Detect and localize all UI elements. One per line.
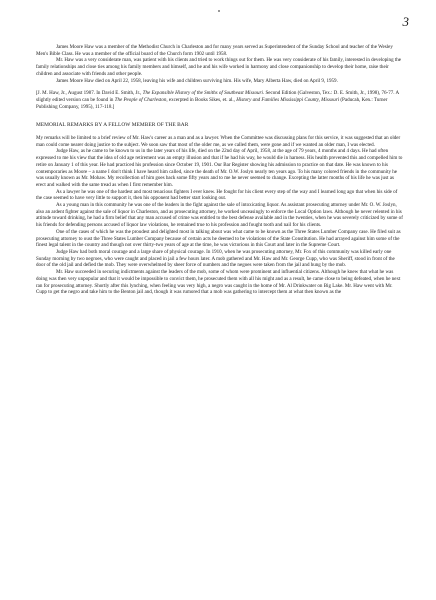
scan-speck <box>218 10 220 12</box>
intro-paragraph: Mr. Haw was a very considerate man, was patient with his clients and tried to work things out for them. He was very considerate of his family, interested in developing the family relationships and close ties among his family members and himself, and he and his wife worked in harmony and close companionship to develop their home, raise their children and associate with friends and other people. <box>36 57 402 77</box>
section-heading: MEMORIAL REMARKS BY A FELLOW MEMBER OF THE BAR <box>36 122 189 129</box>
memorial-paragraph: One of the cases of which he was the proudest and delighted most in talking about was what came to be known as the Three States Lumber Company case. He filed suit as prosecuting attorney to oust the Three States Lumber Company because of certain acts he deemed to be violations of the State Constitution. He had arrayed against him some of the finest legal talent in the country and though not over thirty-two years of age at the time, he was victorious in this Court and later in the Supreme Court. <box>36 228 401 249</box>
citation-text: . Second Edition (Galveston, Tex.: D. E. Smith, Jr., 1998), 76-77. A slightly edited version can be found in <box>36 90 399 103</box>
memorial-paragraph: Judge Haw, as he came to be known to us in the later years of his life, died on the 22nd day of April, 1958, at the age of 79 years, 4 months and 4 days. He had often expressed to me his view that the idea of old age retirement was an empty illusion and that if he had his way, he would die in harness. His health prevented this and compelled him to retire on January 1 of this year. He had practiced his profession since October 19, 1901. Our Bar Register showing his admission to practice on that date. He was known to his contemporaries as Moore – a name I don't think I have heard him called, since the death of Mr. O.W. Joslyn nearly ten years ago. To his many colored friends in the community he was usually known as Mr. Mohaw. My recollection of him goes back some fifty years and to me he never seemed to change. Excepting the latter months of his life he was just as erect and walked with the same tread as when I first remember him. <box>36 148 403 188</box>
intro-paragraph: James Moore Haw was a member of the Methodist Church in Charleston and for many years served as Superintendent of the Sunday School and teacher of the Wesley Men's Bible Class. He was a member of the official board of the Church form 1902 until 1958. <box>36 44 393 57</box>
citation-title: History and Families Mississippi County, Missouri <box>236 96 340 103</box>
document-body <box>36 44 404 296</box>
memorial-paragraph: Mr. Haw succeeded in securing indictments against the leaders of the mob, some of whom were prominent and influential citizens. Although he knew that what he was doing was then very unpopular and that it would be impossible to convict them, he prosecuted them with all his might and as a result, he came close to being defeated, when he next ran for prosecuting attorney. Shortly after this lynching, when feeling was very high, a negro was caught in the home of Mr. Al Drinkwater on Big Lake. Mr. Haw went with Mr. Cupp to get the negro and take him to the Benton jail and, though it was rumored that a mob was gathering to intercept them at what then known as the <box>36 269 401 296</box>
memorial-paragraph: As a lawyer he was one of the hardest and most tenacious fighters I ever knew. He fought for his client every step of the way and I learned long ago that when his side of the case seemed to have very little to support it, then his opponent had better start looking out. <box>36 188 398 202</box>
citation-title: The People of Charleston <box>114 96 167 103</box>
page-number: 3 <box>402 14 410 29</box>
citation-text: [J. M. Haw, Jr., August 1987. In David E. Smith, Jr., <box>36 90 143 97</box>
citation-text: (Paducah, Ken.: Turner Publishing Company, 1995), 117-118.] <box>36 96 388 110</box>
intro-paragraph: James Moore Haw died on April 22, 1958, leaving his wife and children surviving him. His wife, Mary Alberta Haw, died on April 9, 1959. <box>56 77 338 84</box>
memorial-paragraph: Judge Haw had both moral courage and a large share of physical courage. In 1910, when he was prosecuting attorney, Mr. Fox of this community was killed early one Sunday morning by two negroes, who were caught and placed in jail a few hours later. A mob gathered and Mr. Haw and Mr. George Cupp, who was Sheriff, stood in front of the door of the old jail and defied the mob. They were overwhelmed by sheer force of numbers and the negoes were taken from the jail and hung by the mob. <box>36 248 395 269</box>
citation <box>36 90 404 110</box>
memorial-paragraph: My remarks will be limited to a brief review of Mr. Haw's career as a man and as a lawyer. When the Committee was discussing plans for this service, it was suggested that an older man could come nearer doing justice to the subject. We soon saw that most of the older me, as we called them, were gone and if we wanted an older man, I was elected. <box>36 135 401 148</box>
citation-text: , excerpted in Books Sikes, et. al., <box>166 96 237 103</box>
citation-title: The Expansible History of the Smiths of Southeast Missouri <box>142 90 263 97</box>
memorial-paragraph: As a young man in this community he was one of the leaders in the fight against the sale of intoxicating liquor. As assistant prosecuting attorney under Mr. O. W. Joslyn, also an ardent fighter against the sale of liquor in Charleston, and as prosecuting attorney, he worked unceasingly to enforce the Local Option laws. Although he never relented in his attitude toward drinking, he had a firm belief that any man accused of crime was entitled to the best defense available and in the twenties, when he was severely criticized by some of his friends for defending persons accused of liquor law violations, he remained true to his profession and fought tooth and nail for his clients. <box>36 202 403 229</box>
